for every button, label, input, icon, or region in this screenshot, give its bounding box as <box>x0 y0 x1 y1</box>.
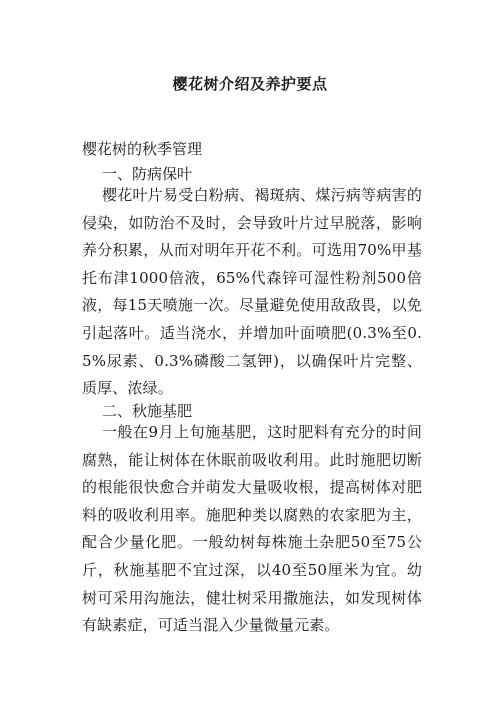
paragraph-autumn-fertilizing: 一般在9月上旬施基肥，这时肥料有充分的时间腐熟，能让树体在休眠前吸收利用。此时施肥切断的根能很快愈合并萌发大量吸收根，提高树体对肥料的吸收利用率。施肥种类以腐熟的农家肥为主，配合少量化肥。一般幼树每株施土杂肥50至75公斤，秋施基肥不宜过深，以40至50厘米为宜。幼树可采用沟施法，健壮树采用撒施法，如发现树体有缺素症，可适当混入少量微量元素。 <box>82 423 422 635</box>
section-title: 樱花树的秋季管理 <box>82 140 203 158</box>
subheading-autumn-fertilizing: 二、秋施基肥 <box>102 402 193 420</box>
paragraph-disease-prevention: 樱花叶片易受白粉病、褐斑病、煤污病等病害的侵染，如防治不及时，会导致叶片过早脱落，影响养分积累，从而对明年开花不利。可选用70%甲基托布津1000倍液，65%代森锌可湿性粉剂500倍液，每15天喷施一次。尽量避免使用敌敌畏，以免引起落叶。适当浇水，并增加叶面喷肥(0.3%至0.5%尿素、0.3%磷酸二氢钾)，以确保叶片完整、质厚、浓绿。 <box>82 186 422 398</box>
subheading-disease-prevention: 一、防病保叶 <box>102 165 193 183</box>
document-title: 樱花树介绍及养护要点 <box>172 75 328 93</box>
